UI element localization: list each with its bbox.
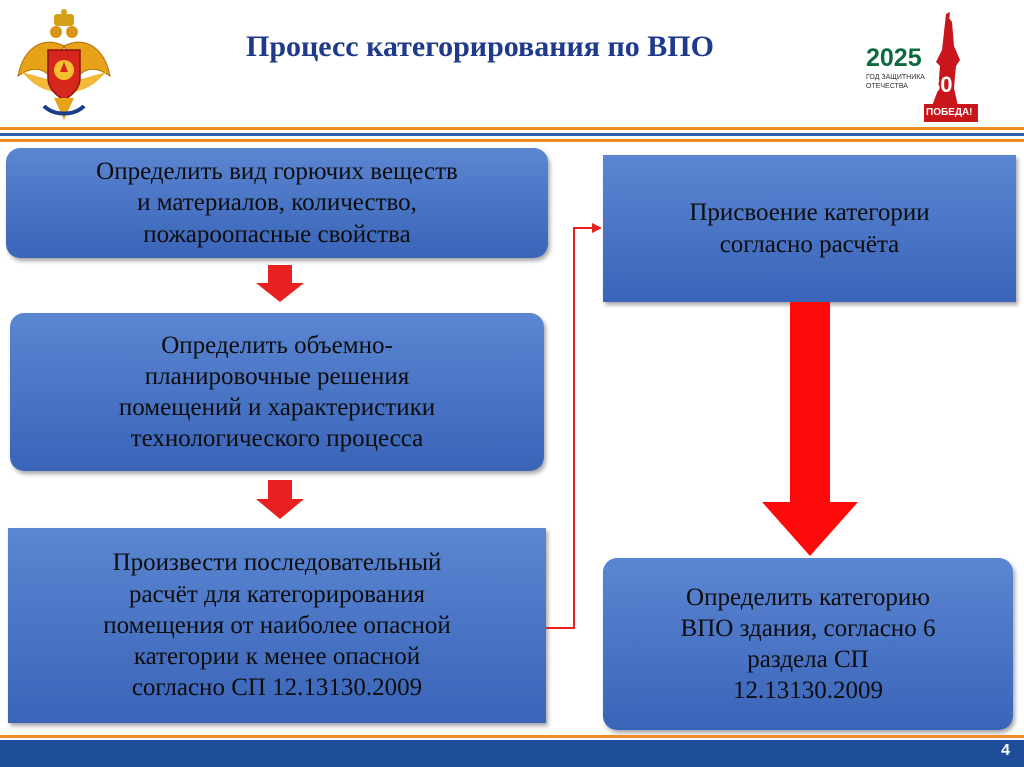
logo-line1: ГОД ЗАЩИТНИКА [866,74,925,81]
step-text-substances: Определить вид горючих веществ и материалов, количество, пожароопасные свойства [96,158,458,248]
slide-title: Процесс категорирования по ВПО [246,30,714,63]
step-text-calculation: Произвести последовательный расчёт для категорирования помещения от наиболее опасной категории к менее опасной согласно СП 12.13130.2009 [103,549,451,702]
footer-bar [0,735,1024,767]
header-stripes [0,127,1024,145]
step-box-building-category [603,558,1013,730]
step-text-planning: Определить объемно- планировочные решения помещений и характеристики технологического процесса [118,331,436,453]
step-box-substances [6,148,548,258]
step-box-calculation [8,528,546,723]
step-text-assignment: Присвоение категории согласно расчёта [689,199,930,258]
arrow-down-2 [256,480,304,519]
logo-year: 2025 [866,44,922,72]
logo-word: ПОБЕДА! [926,107,973,118]
connector-arrowhead [592,223,602,233]
connector-line [546,228,596,628]
step-box-planning [10,313,544,471]
step-text-building-category: Определить категорию ВПО здания, согласно 6 раздела СП 12.13130.2009 [680,583,936,705]
logo-num: 80 [928,72,953,97]
slide-header [0,0,1024,128]
victory-logo [862,10,982,122]
step-box-assignment [603,155,1016,302]
logo-line2: ОТЕЧЕСТВА [866,83,908,90]
emercom-emblem-icon [14,6,114,124]
page-number: 4 [1001,742,1010,759]
arrow-down-1 [256,265,304,302]
arrow-down-big [762,302,858,556]
